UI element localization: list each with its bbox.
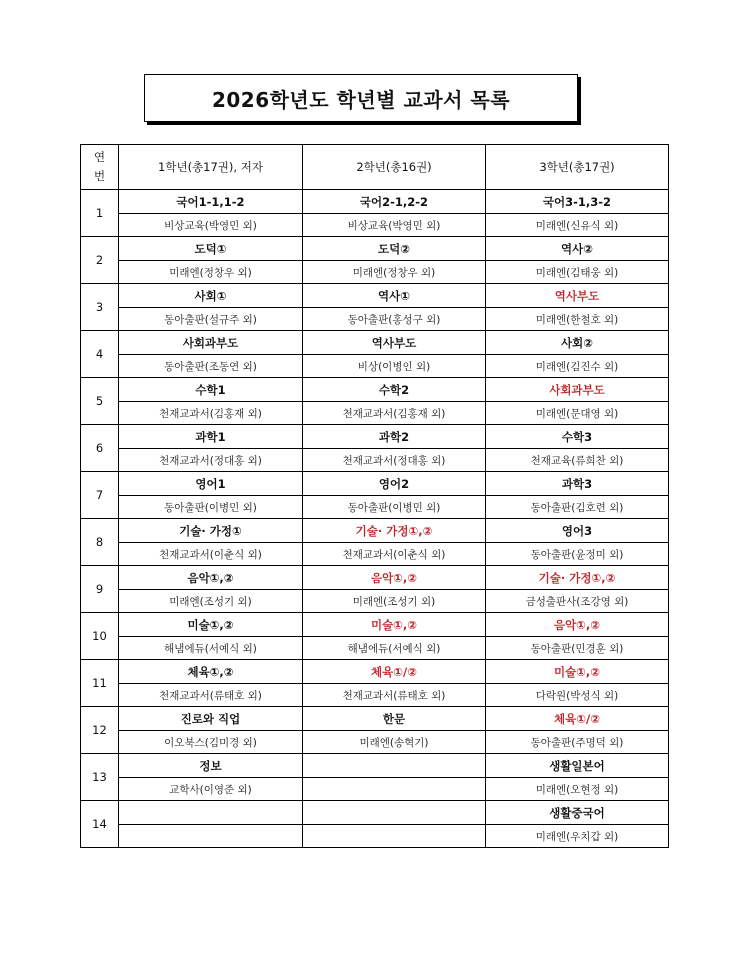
publisher-cell: 미래엔(우치갑 외) [486, 825, 669, 848]
subject-cell: 미술①,② [486, 660, 669, 684]
publisher-cell: 천재교과서(류태호 외) [303, 684, 486, 707]
subject-cell: 사회① [119, 284, 303, 308]
table-row-publisher [81, 778, 669, 801]
textbook-table [80, 144, 669, 848]
publisher-cell: 동아출판(주명덕 외) [486, 731, 669, 754]
row-number: 8 [81, 519, 119, 566]
header-grade1: 1학년(총17권), 저자 [119, 145, 303, 190]
table-row [81, 284, 669, 308]
table-row-publisher [81, 731, 669, 754]
publisher-cell: 금성출판사(조강영 외) [486, 590, 669, 613]
subject-cell: 체육①/② [486, 707, 669, 731]
table-row-publisher [81, 684, 669, 707]
table-row [81, 472, 669, 496]
publisher-cell: 미래엔(정창우 외) [303, 261, 486, 284]
subject-cell: 사회과부도 [119, 331, 303, 355]
row-number: 2 [81, 237, 119, 284]
row-number: 3 [81, 284, 119, 331]
table-row-publisher [81, 496, 669, 519]
publisher-cell: 미래엔(오현정 외) [486, 778, 669, 801]
subject-cell: 기술· 가정①,② [303, 519, 486, 543]
subject-cell: 국어3-1,3-2 [486, 190, 669, 214]
publisher-cell: 동아출판(설규주 외) [119, 308, 303, 331]
subject-cell: 생활일본어 [486, 754, 669, 778]
header-number: 연 번 [81, 145, 119, 190]
subject-cell: 음악①,② [303, 566, 486, 590]
publisher-cell: 해냄에듀(서예식 외) [119, 637, 303, 660]
row-number: 1 [81, 190, 119, 237]
subject-cell [303, 754, 486, 778]
subject-cell: 영어1 [119, 472, 303, 496]
subject-cell: 진로와 직업 [119, 707, 303, 731]
header-grade3: 3학년(총17권) [486, 145, 669, 190]
table-row-publisher [81, 590, 669, 613]
publisher-cell: 동아출판(김호련 외) [486, 496, 669, 519]
subject-cell: 미술①,② [303, 613, 486, 637]
subject-cell: 생활중국어 [486, 801, 669, 825]
publisher-cell: 동아출판(조동연 외) [119, 355, 303, 378]
subject-cell: 한문 [303, 707, 486, 731]
table-row-publisher [81, 261, 669, 284]
publisher-cell: 천재교과서(정대홍 외) [303, 449, 486, 472]
subject-cell [119, 801, 303, 825]
subject-cell: 역사부도 [486, 284, 669, 308]
header-grade2: 2학년(총16권) [303, 145, 486, 190]
publisher-cell: 교학사(이영준 외) [119, 778, 303, 801]
subject-cell [303, 801, 486, 825]
publisher-cell: 동아출판(윤정미 외) [486, 543, 669, 566]
table-row [81, 801, 669, 825]
publisher-cell: 천재교육(류희찬 외) [486, 449, 669, 472]
subject-cell: 영어2 [303, 472, 486, 496]
publisher-cell: 미래엔(김진수 외) [486, 355, 669, 378]
table-row-publisher [81, 402, 669, 425]
table-row [81, 331, 669, 355]
table-row-publisher [81, 637, 669, 660]
table-row [81, 425, 669, 449]
publisher-cell: 비상교육(박영민 외) [119, 214, 303, 237]
publisher-cell: 동아출판(홍성구 외) [303, 308, 486, 331]
subject-cell: 기술· 가정① [119, 519, 303, 543]
subject-cell: 음악①,② [119, 566, 303, 590]
subject-cell: 체육①,② [119, 660, 303, 684]
row-number: 10 [81, 613, 119, 660]
row-number: 9 [81, 566, 119, 613]
table-row [81, 378, 669, 402]
subject-cell: 사회과부도 [486, 378, 669, 402]
publisher-cell: 해냄에듀(서예식 외) [303, 637, 486, 660]
table-row [81, 237, 669, 261]
publisher-cell: 미래엔(신유식 외) [486, 214, 669, 237]
publisher-cell: 다락원(박성식 외) [486, 684, 669, 707]
subject-cell: 수학3 [486, 425, 669, 449]
table-row-publisher [81, 308, 669, 331]
table-row-publisher [81, 355, 669, 378]
row-number: 4 [81, 331, 119, 378]
subject-cell: 과학1 [119, 425, 303, 449]
publisher-cell: 미래엔(조성기 외) [303, 590, 486, 613]
publisher-cell: 천재교과서(김홍재 외) [119, 402, 303, 425]
publisher-cell: 동아출판(이병민 외) [303, 496, 486, 519]
row-number: 14 [81, 801, 119, 848]
publisher-cell: 미래엔(조성기 외) [119, 590, 303, 613]
publisher-cell: 천재교과서(정대홍 외) [119, 449, 303, 472]
publisher-cell: 동아출판(민경훈 외) [486, 637, 669, 660]
table-row-publisher [81, 449, 669, 472]
subject-cell: 기술· 가정①,② [486, 566, 669, 590]
publisher-cell: 천재교과서(이춘식 외) [119, 543, 303, 566]
publisher-cell: 동아출판(이병민 외) [119, 496, 303, 519]
subject-cell: 영어3 [486, 519, 669, 543]
subject-cell: 도덕② [303, 237, 486, 261]
publisher-cell: 천재교과서(김홍재 외) [303, 402, 486, 425]
table-row-publisher [81, 214, 669, 237]
publisher-cell: 미래엔(문대영 외) [486, 402, 669, 425]
table-row [81, 190, 669, 214]
publisher-cell: 미래엔(송혁기) [303, 731, 486, 754]
subject-cell: 국어1-1,1-2 [119, 190, 303, 214]
publisher-cell: 천재교과서(이춘식 외) [303, 543, 486, 566]
row-number: 13 [81, 754, 119, 801]
table-row-publisher [81, 825, 669, 848]
subject-cell: 음악①,② [486, 613, 669, 637]
publisher-cell: 비상교육(박영민 외) [303, 214, 486, 237]
table-header-row [81, 145, 669, 190]
subject-cell: 정보 [119, 754, 303, 778]
subject-cell: 역사② [486, 237, 669, 261]
table-row [81, 613, 669, 637]
table-row [81, 660, 669, 684]
subject-cell: 사회② [486, 331, 669, 355]
subject-cell: 체육①/② [303, 660, 486, 684]
row-number: 6 [81, 425, 119, 472]
subject-cell: 역사부도 [303, 331, 486, 355]
subject-cell: 수학1 [119, 378, 303, 402]
table-row [81, 754, 669, 778]
table-row [81, 566, 669, 590]
table-row-publisher [81, 543, 669, 566]
subject-cell: 미술①,② [119, 613, 303, 637]
row-number: 7 [81, 472, 119, 519]
document-title: 2026학년도 학년별 교과서 목록 [144, 74, 578, 122]
row-number: 5 [81, 378, 119, 425]
subject-cell: 도덕① [119, 237, 303, 261]
row-number: 12 [81, 707, 119, 754]
publisher-cell [303, 778, 486, 801]
publisher-cell [119, 825, 303, 848]
table-row [81, 707, 669, 731]
publisher-cell: 천재교과서(류태호 외) [119, 684, 303, 707]
publisher-cell: 이오북스(김미경 외) [119, 731, 303, 754]
subject-cell: 국어2-1,2-2 [303, 190, 486, 214]
publisher-cell: 미래엔(김태웅 외) [486, 261, 669, 284]
row-number: 11 [81, 660, 119, 707]
table-row [81, 519, 669, 543]
publisher-cell: 미래엔(한철호 외) [486, 308, 669, 331]
subject-cell: 과학3 [486, 472, 669, 496]
subject-cell: 역사① [303, 284, 486, 308]
subject-cell: 수학2 [303, 378, 486, 402]
publisher-cell [303, 825, 486, 848]
publisher-cell: 비상(이병인 외) [303, 355, 486, 378]
subject-cell: 과학2 [303, 425, 486, 449]
publisher-cell: 미래엔(정창우 외) [119, 261, 303, 284]
